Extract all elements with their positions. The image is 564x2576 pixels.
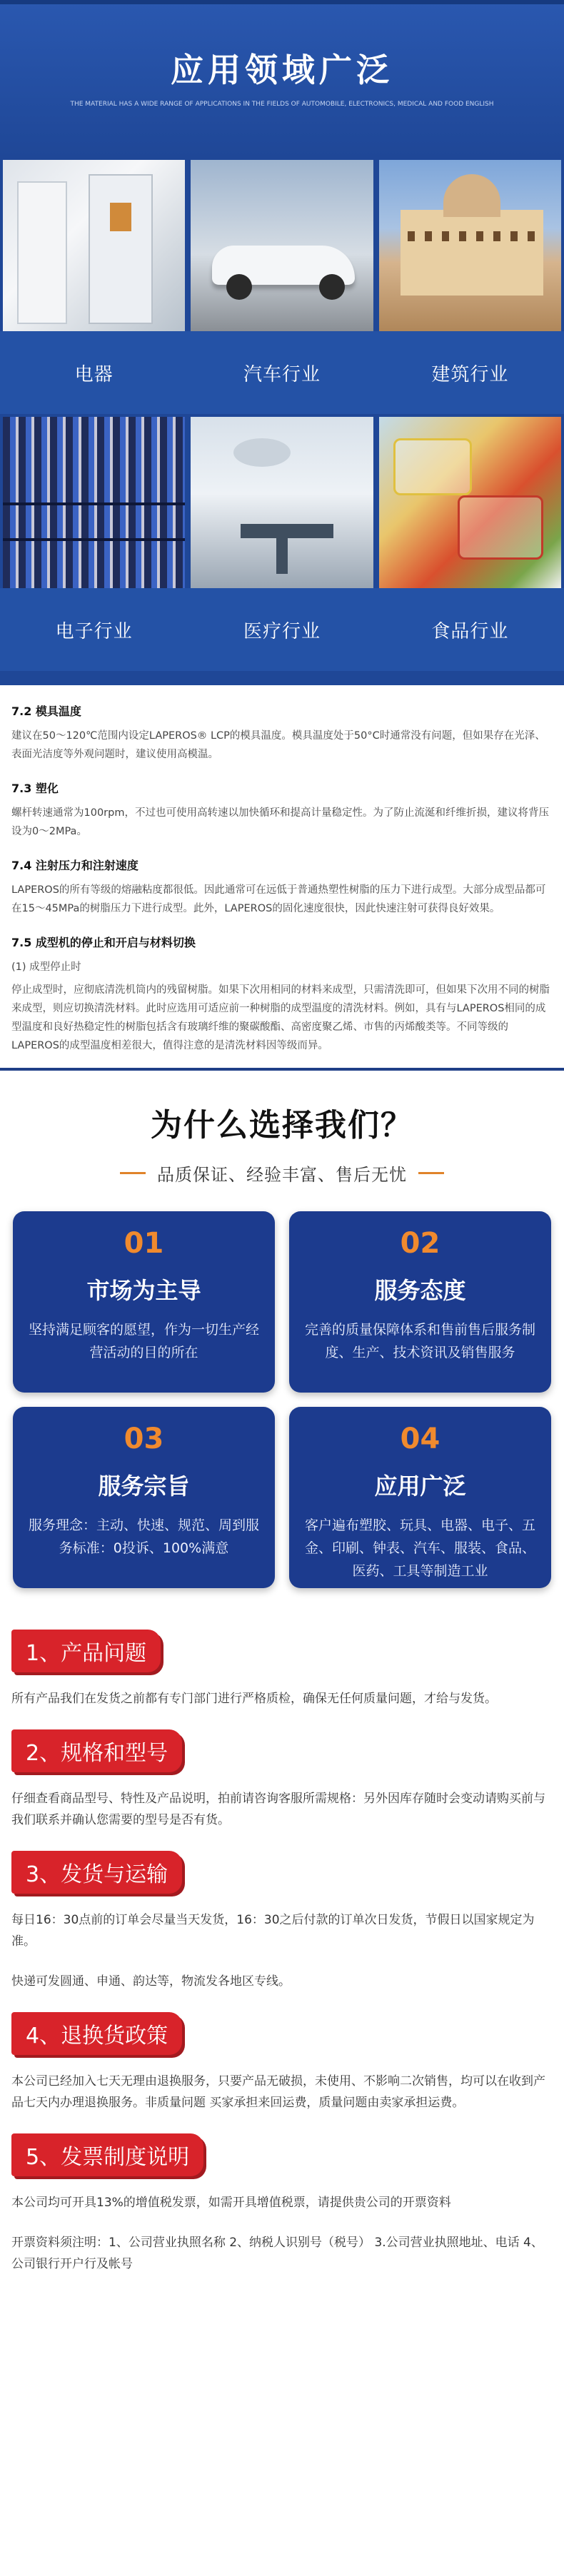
section-text: 螺杆转速通常为100rpm，不过也可使用高转速以加快循环和提高计量稳定性。为了防止流涎和纤维折损，建议将背压设为0～2MPa。 — [11, 807, 549, 837]
why-choose-us — [0, 1071, 564, 1595]
application-cell-building — [376, 157, 564, 414]
policy-text: 仔细查看商品型号、特性及产品说明，拍前请咨询客服所需规格：另外因库存随时会变动请购买前与我们联系并确认您需要的型号是否有货。 — [11, 1792, 545, 1827]
application-label-band — [0, 331, 188, 414]
section-text: 建议在50～120℃范围内设定LAPEROS® LCP的模具温度。模具温度处于50°C时通常没有问题，但如果存在光泽、表面光洁度等外观问题时，建议使用高模温。 — [11, 730, 545, 760]
application-subtitle: THE MATERIAL HAS A WIDE RANGE OF APPLICATIONS IN THE FIELDS OF AUTOMOBILE, ELECTRONICS, MEDICAL AND FOOD ENGLISH — [70, 101, 494, 108]
application-label-band — [0, 588, 188, 671]
car-image — [191, 160, 373, 331]
policy-tag-product: 1、产品问题 — [11, 1630, 161, 1672]
decorative-line — [120, 1172, 146, 1174]
application-label: 电子行业 — [55, 620, 133, 642]
card-number: 03 — [124, 1423, 164, 1455]
card-number: 01 — [124, 1227, 164, 1260]
policy-tag-returns: 4、退换货政策 — [11, 2012, 182, 2055]
card-description: 坚持满足顾客的愿望，作为一切生产经营活动的目的所在 — [28, 1322, 259, 1360]
application-banner — [0, 0, 564, 157]
application-label: 电器 — [74, 363, 114, 385]
policy-text: 所有产品我们在发货之前都有专门部门进行严格质检，确保无任何质量问题，才给与发货。 — [11, 1692, 497, 1706]
why-title: 为什么选择我们？ — [151, 1107, 413, 1143]
food-container-image — [379, 417, 561, 588]
feature-cards — [11, 1211, 553, 1588]
policy-text: 每日16：30点前的订单会尽量当天发货，16：30之后付款的订单次日发货，节假日以国家规定为准。 — [11, 1913, 535, 1949]
application-label-band — [188, 331, 376, 414]
application-label-band — [376, 331, 564, 414]
card-title: 市场为主导 — [86, 1277, 201, 1304]
feature-card — [289, 1211, 551, 1393]
policy-text: 开票资料须注明：1、公司营业执照名称 2、纳税人识别号（税号） 3.公司营业执照地址、电话 4、公司银行开户行及帐号 — [11, 2236, 543, 2271]
application-title: 应用领域广泛 — [171, 51, 393, 89]
card-number: 04 — [400, 1423, 440, 1455]
section-heading: 7.3 塑化 — [11, 782, 59, 795]
application-label: 汽车行业 — [243, 363, 321, 385]
why-subtitle-row — [11, 1161, 553, 1186]
appliance-image — [3, 160, 185, 331]
application-label-band — [188, 588, 376, 671]
feature-card — [13, 1407, 275, 1588]
application-label: 医疗行业 — [243, 620, 321, 642]
policy-tag-spec: 2、规格和型号 — [11, 1729, 182, 1772]
card-description: 客户遍布塑胶、玩具、电器、电子、五金、印刷、钟表、汽车、服装、食品、医药、工具等制造工业 — [304, 1517, 535, 1579]
section-heading: 7.4 注射压力和注射速度 — [11, 859, 139, 872]
application-cell-appliance — [0, 157, 188, 414]
application-cell-food — [376, 414, 564, 671]
section-text: 停止成型时，应彻底清洗机筒内的残留树脂。如果下次用相同的材料来成型，只需清洗即可，但如果下次用不同的树脂来成型，则应切换清洗材料。此时应选用可适应前一种树脂的成型温度的清洗材料。例如，具有与LAPEROS相同的成型温度和良好热稳定性的树脂包括含有玻璃纤维的聚碳酸酯、高密度聚乙烯、市售的丙烯酸类等。不同等级的LAPEROS的成型温度相差很大，值得注意的是清洗材料因等级而异。 — [11, 984, 550, 1051]
section-heading: 7.5 成型机的停止和开启与材料切换 — [11, 936, 196, 949]
policy-tag-invoice: 5、发票制度说明 — [11, 2133, 203, 2176]
card-number: 02 — [400, 1227, 440, 1260]
policy-section — [0, 1595, 564, 2289]
technical-notes — [0, 685, 564, 1062]
application-label-band — [376, 588, 564, 671]
feature-card — [289, 1407, 551, 1588]
application-label: 建筑行业 — [431, 363, 509, 385]
policy-text: 本公司均可开具13%的增值税发票，如需开具增值税票，请提供贵公司的开票资料 — [11, 2196, 451, 2210]
application-grid — [0, 157, 564, 685]
card-description: 完善的质量保障体系和售前售后服务制度、生产、技术资讯及销售服务 — [304, 1322, 535, 1360]
policy-text: 本公司已经加入七天无理由退换服务，只要产品无破损，未使用、不影响二次销售，均可以在收到产品七天内办理退换服务。非质量问题 买家承担来回运费，质量问题由卖家承担运费。 — [11, 2074, 545, 2110]
policy-text: 快递可发圆通、申通、韵达等，物流发各地区专线。 — [11, 1974, 291, 1989]
medical-image — [191, 417, 373, 588]
section-heading: 7.2 模具温度 — [11, 704, 81, 718]
card-title: 应用广泛 — [374, 1473, 466, 1500]
section-subheading: (1) 成型停止时 — [11, 961, 81, 973]
policy-tag-shipping: 3、发货与运输 — [11, 1851, 182, 1894]
application-label: 食品行业 — [431, 620, 509, 642]
section-text: LAPEROS的所有等级的熔融粘度都很低。因此通常可在远低于普通热塑性树脂的压力下进行成型。大部分成型品都可在15～45MPa的树脂压力下进行成型。此外，LAPEROS的固化速度很快，因此快速注射可获得良好效果。 — [11, 884, 546, 914]
application-cell-medical — [188, 414, 376, 671]
why-subtitle: 品质保证、经验丰富、售后无忧 — [157, 1165, 407, 1185]
electronics-image — [3, 417, 185, 588]
building-image — [379, 160, 561, 331]
feature-card — [13, 1211, 275, 1393]
card-title: 服务态度 — [374, 1277, 466, 1304]
application-cell-auto — [188, 157, 376, 414]
decorative-line — [418, 1172, 444, 1174]
card-description: 服务理念：主动、快速、规范、周到服务标准：0投诉、100%满意 — [28, 1517, 259, 1556]
card-title: 服务宗旨 — [98, 1473, 190, 1500]
application-cell-electronics — [0, 414, 188, 671]
